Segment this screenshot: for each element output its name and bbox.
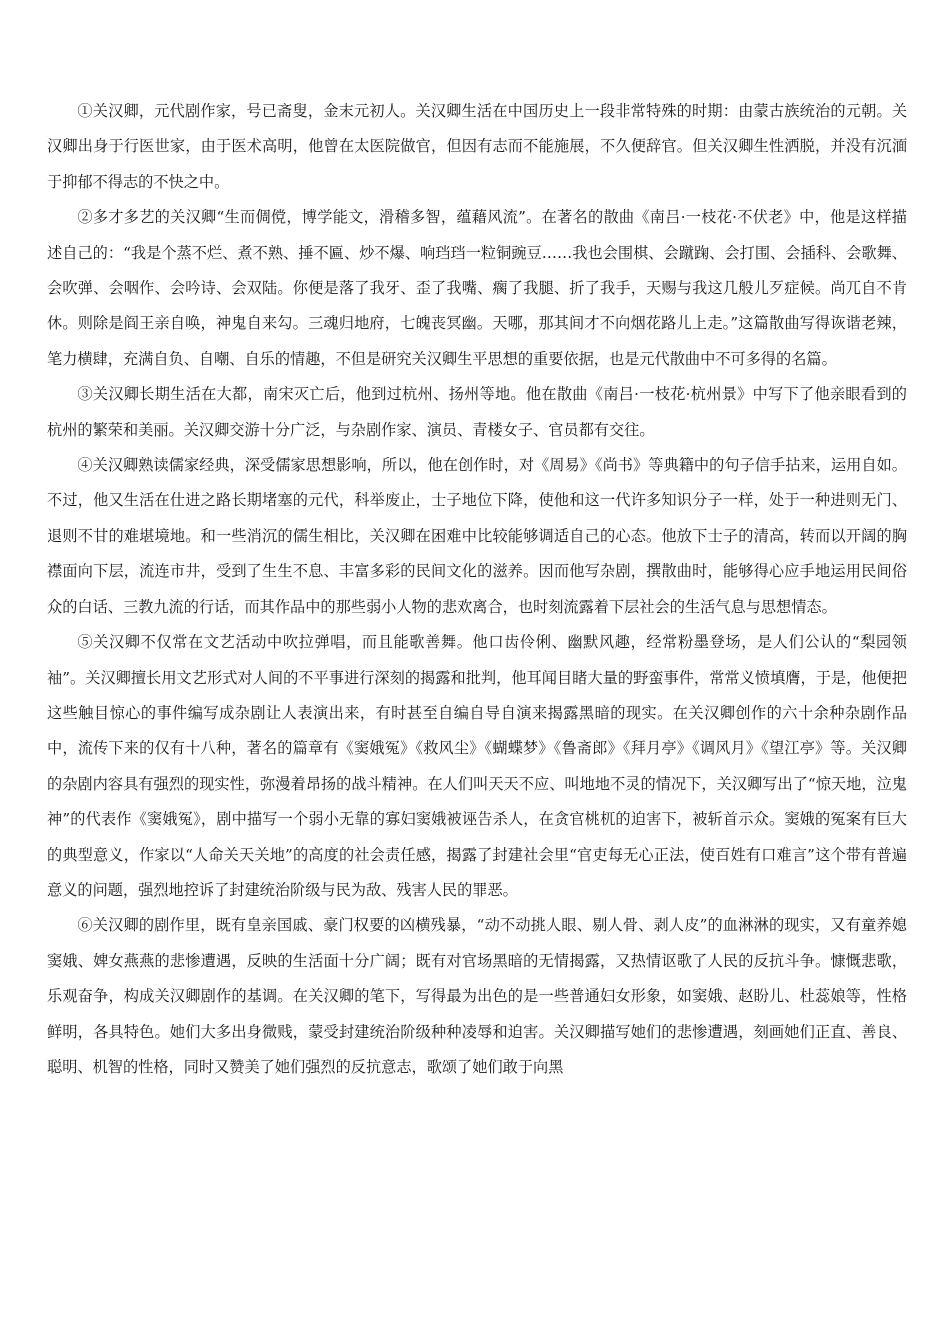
paragraph-3: ③关汉卿长期生活在大都，南宋灭亡后，他到过杭州、扬州等地。他在散曲《南吕·一枝花·杭州景》中写下了他亲眼看到的杭州的繁荣和美丽。关汉卿交游十分广泛，与杂剧作家、演员、青楼女子、官员都有交往。 xyxy=(47,385,907,439)
paragraph-4: ④关汉卿熟读儒家经典，深受儒家思想影响，所以，他在创作时，对《周易》《尚书》等典籍中的句子信手拈来，运用自如。不过，他又生活在仕进之路长期堵塞的元代，科举废止，士子地位下降，使他和这一代许多知识分子一样，处于一种进则无门、退则不甘的难堪境地。和一些消沉的儒生相比，关汉卿在困难中比较能够调适自己的心态。他放下士子的清高，转而以开阔的胸襟面向下层，流连市井，受到了生生不息、丰富多彩的民间文化的滋养。因而他写杂剧，撰散曲时，能够得心应手地运用民间俗众的白话、三教九流的行话，而其作品中的那些弱小人物的悲欢离合，也时刻流露着下层社会的生活气息与思想情态。 xyxy=(47,456,907,616)
paragraph-1: ①关汉卿，元代剧作家，号已斋叟，金末元初人。关汉卿生活在中国历史上一段非常特殊的时期：由蒙古族统治的元朝。关汉卿出身于行医世家，由于医术高明，他曾在太医院做官，但因有志而不能施展，不久便辞官。但关汉卿生性洒脱，并没有沉湎于抑郁不得志的不快之中。 xyxy=(47,102,907,191)
paragraph-2: ②多才多艺的关汉卿“生而倜傥，博学能文，滑稽多智，蕴藉风流”。在著名的散曲《南吕·一枝花·不伏老》中，他是这样描述自己的：“我是个蒸不烂、煮不熟、捶不匾、炒不爆、响珰珰一粒铜豌豆……我也会围棋、会蹴踘、会打围、会插科、会歌舞、会吹弹、会咽作、会吟诗、会双陆。你便是落了我牙、歪了我嘴、瘸了我腿、折了我手，天赐与我这几般儿歹症候。尚兀自不肯休。则除是阎王亲自唤，神鬼自来勾。三魂归地府，七魄丧冥幽。天哪，那其间才不向烟花路儿上走。”这篇散曲写得诙谐老辣，笔力横肆，充满自负、自嘲、自乐的情趣，不但是研究关汉卿生平思想的重要依据，也是元代散曲中不可多得的名篇。 xyxy=(47,208,907,368)
article-body xyxy=(47,94,907,1085)
paragraph-5: ⑤关汉卿不仅常在文艺活动中吹拉弹唱，而且能歌善舞。他口齿伶俐、幽默风趣，经常粉墨登场，是人们公认的“梨园领袖”。关汉卿擅长用文艺形式对人间的不平事进行深刻的揭露和批判，他耳闻目睹大量的野蛮事件，常常义愤填膺，于是，他便把这些触目惊心的事件编写成杂剧让人表演出来，有时甚至自编自导自演来揭露黑暗的现实。在关汉卿创作的六十余种杂剧作品中，流传下来的仅有十八种，著名的篇章有《窦娥冤》《救风尘》《蝴蝶梦》《鲁斋郎》《拜月亭》《调风月》《望江亭》等。关汉卿的杂剧内容具有强烈的现实性，弥漫着昂扬的战斗精神。在人们叫天天不应、叫地地不灵的情况下，关汉卿写出了“惊天地，泣鬼神”的代表作《窦娥冤》，剧中描写一个弱小无靠的寡妇窦娥被诬告杀人，在贪官桃杌的迫害下，被斩首示众。窦娥的冤案有巨大的典型意义，作家以“人命关天关地”的高度的社会责任感，揭露了封建社会里“官吏每无心正法，使百姓有口难言”这个带有普遍意义的问题，强烈地控诉了封建统治阶级与民为敌、残害人民的罪恶。 xyxy=(47,633,907,899)
paragraph-6: ⑥关汉卿的剧作里，既有皇亲国戚、豪门权要的凶横残暴，“动不动挑人眼、剔人骨、剥人皮”的血淋淋的现实，又有童养媳窦娥、婢女燕燕的悲惨遭遇，反映的生活面十分广阔；既有对官场黑暗的无情揭露，又热情讴歌了人民的反抗斗争。慷慨悲歌，乐观奋争，构成关汉卿剧作的基调。在关汉卿的笔下，写得最为出色的是一些普通妇女形象，如窦娥、赵盼儿、杜蕊娘等，性格鲜明，各具特色。她们大多出身微贱，蒙受封建统治阶级种种凌辱和迫害。关汉卿描写她们的悲惨遭遇，刻画她们正直、善良、聪明、机智的性格，同时又赞美了她们强烈的反抗意志，歌颂了她们敢于向黑 xyxy=(47,916,907,1076)
